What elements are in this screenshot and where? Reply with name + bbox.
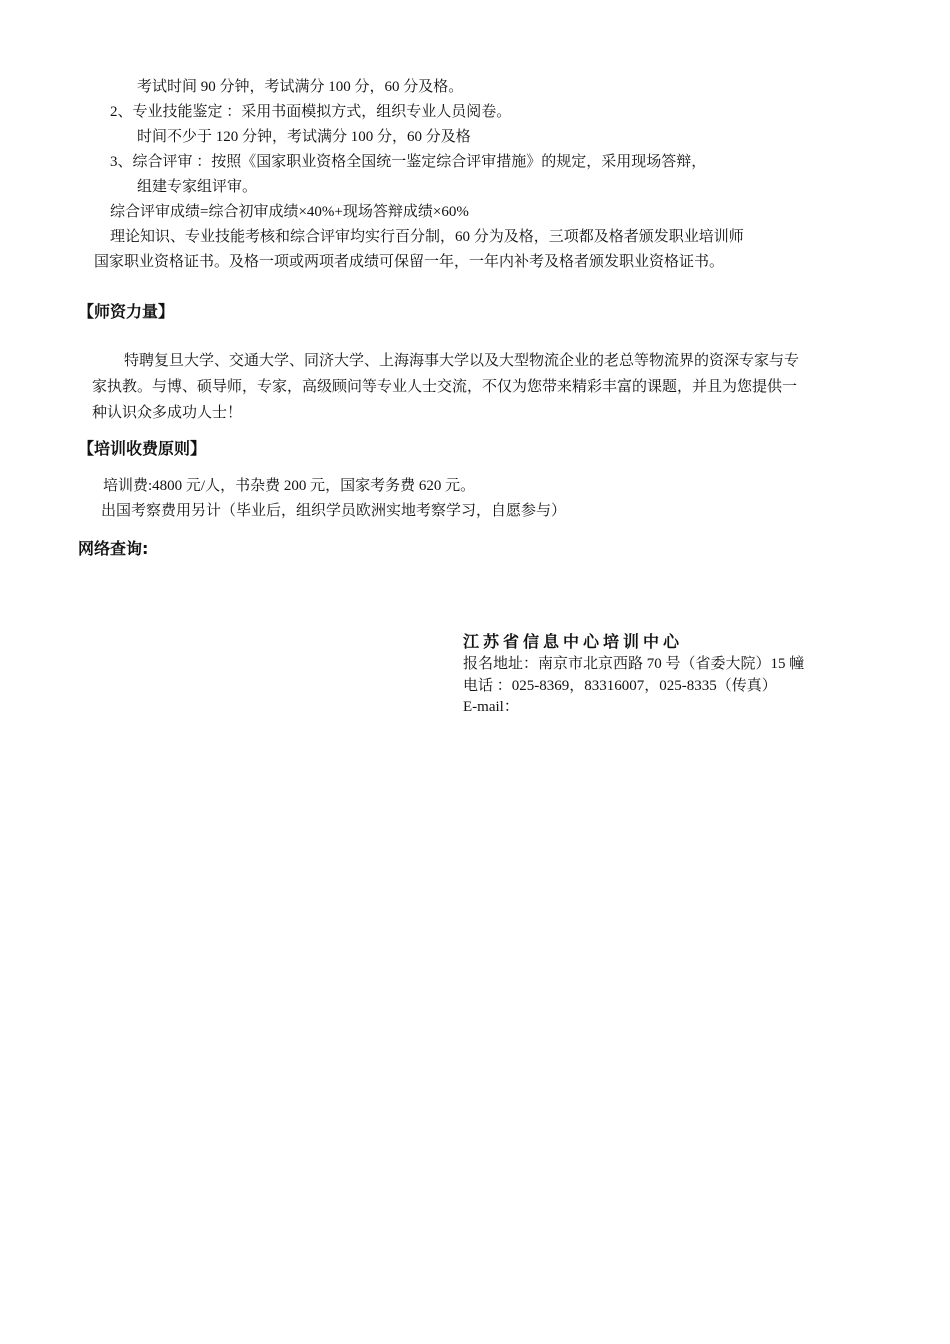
contact-phone: 电话 ：025-8369，83316007，025-8335（传真） <box>463 678 777 694</box>
skill-assessment-duration-text: 时间不少于 120 分钟，考试满分 100 分，60 分及格 <box>137 129 471 145</box>
fees-heading: 【培训收费原则】 <box>78 439 207 458</box>
comprehensive-review-cont-text: 组建专家组评审。 <box>137 179 258 195</box>
faculty-paragraph-line-3: 种认识众多成功人士！ <box>92 405 243 421</box>
organization-name: 江苏省信息中心培训中心 <box>463 632 684 651</box>
registration-address: 报名地址：南京市北京西路 70 号（省委大院）15 幢 <box>463 656 805 672</box>
certificate-rule-text: 国家职业资格证书。及格一项或两项者成绩可保留一年，一年内补考及格者颁发职业资格证书。 <box>94 254 725 270</box>
fees-line-2: 出国考察费用另计（毕业后，组织学员欧洲实地考察学习，自愿参与） <box>101 503 567 519</box>
faculty-paragraph-line-2: 家执教。与博、硕导师，专家，高级顾问等专业人士交流，不仅为您带来精彩丰富的课题，并且为您提供一 <box>92 379 798 395</box>
exam-duration-text: 考试时间 90 分钟，考试满分 100 分，60 分及格。 <box>137 79 464 95</box>
contact-email: E-mail： <box>463 699 519 715</box>
faculty-heading: 【师资力量】 <box>78 302 175 321</box>
grading-rule-text: 理论知识、专业技能考核和综合评审均实行百分制，60 分为及格，三项都及格者颁发职业培训师 <box>110 229 744 245</box>
comprehensive-review-text: 3、综合评审 ：按照《国家职业资格全国统一鉴定综合评审措施》的规定，采用现场答辩， <box>110 154 707 170</box>
fees-line-1: 培训费:4800 元/人，书杂费 200 元，国家考务费 620 元。 <box>103 478 476 494</box>
score-formula-text: 综合评审成绩=综合初审成绩×40%+现场答辩成绩×60% <box>110 204 469 220</box>
skill-assessment-text: 2、专业技能鉴定 ：采用书面模拟方式，组织专业人员阅卷。 <box>110 104 512 120</box>
online-query-heading: 网络查询: <box>78 539 149 558</box>
faculty-paragraph-line-1: 特聘复旦大学、交通大学、同济大学、上海海事大学以及大型物流企业的老总等物流界的资深专家与专 <box>124 353 800 369</box>
